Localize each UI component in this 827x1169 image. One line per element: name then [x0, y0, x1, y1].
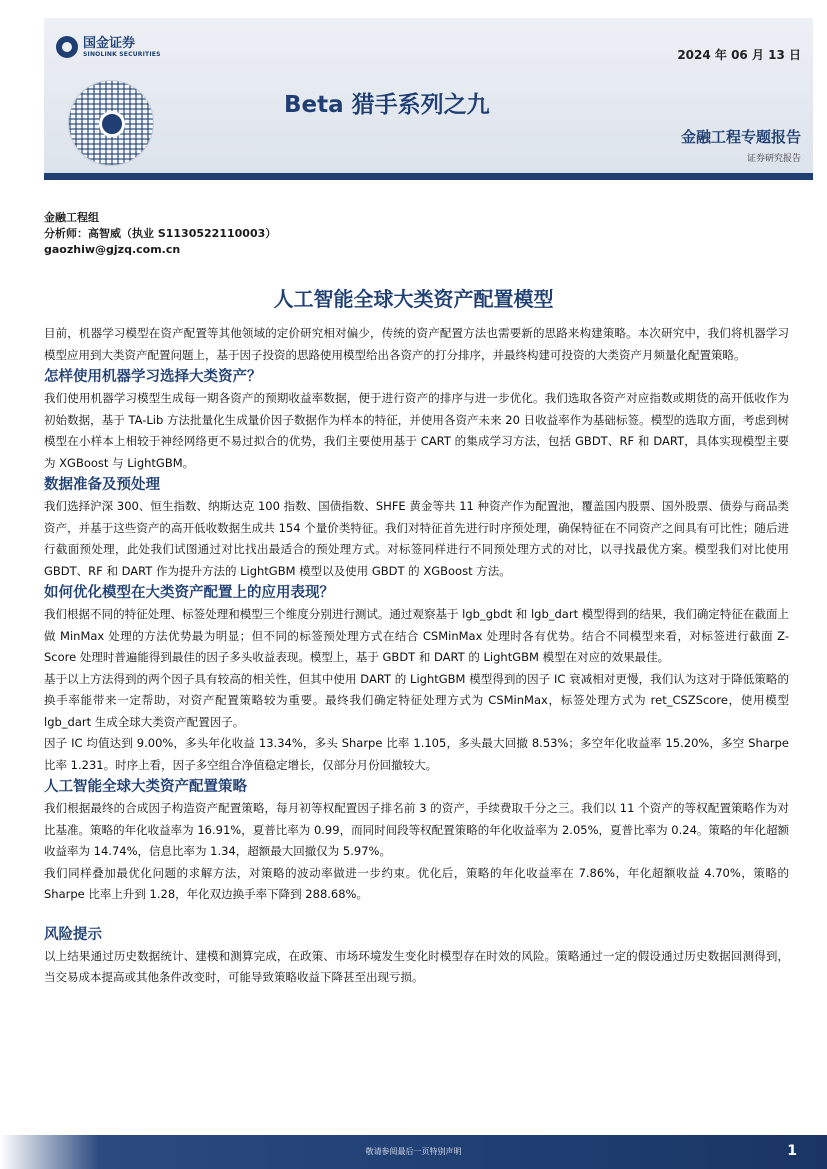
- disclaimer-note: 敬请参阅最后一页特别声明: [365, 1147, 462, 1156]
- section-paragraph: 我们同样叠加最优化问题的求解方法，对策略的波动率做进一步约束。优化后，策略的年化收益率在 7.86%，年化超额收益 4.70%，策略的 Sharpe 比率上升到 1.28，年化双边换手率下降到 288.68%。: [44, 865, 789, 901]
- risk-heading: 风险提示: [44, 926, 102, 943]
- team-name: 金融工程组: [44, 211, 99, 224]
- risk-paragraph: 以上结果通过历史数据统计、建模和测算完成，在政策、市场环境发生变化时模型存在时效的风险。策略通过一定的假设通过历史数据回测得到，当交易成本提高或其他条件改变时，可能导致策略收益下降甚至出现亏损。: [44, 948, 789, 984]
- analyst-name: 分析师：高智威（执业 S1130522110003）: [44, 227, 277, 240]
- qr-code-icon: [68, 80, 154, 166]
- analyst-email[interactable]: gaozhiw@gjzq.com.cn: [44, 243, 181, 256]
- company-logo: [56, 36, 161, 58]
- report-category: 证券研究报告: [746, 154, 801, 164]
- section-paragraph: 我们使用机器学习模型生成每一期各资产的预期收益率数据，便于进行资产的排序与进一步优化。我们选取各资产对应指数或期货的高开低收作为初始数据，基于 TA-Lib 方法批量化生成量价因子数据作为样本的特征，并使用各资产未来 20 日收益率作为基础标签。模型的选取方面，考虑到树模型在小样本上相较于神经网络更不易过拟合的优势，我们主要使用基于 CART 的集成学习方法，包括 GBDT、RF 和 DART，具体实现模型主要为 XGBoost 与 LightGBM。: [44, 391, 789, 470]
- section-paragraph: 基于以上方法得到的两个因子具有较高的相关性，但其中使用 DART 的 LightGBM 模型得到的因子 IC 衰减相对更慢，我们认为这对于降低策略的换手率能带来一定帮助，对资产配置策略较为重要。最终我们确定特征处理方式为 CSMinMax，标签处理方式为 ret_CSZScore，使用模型 lgb_dart 生成全球大类资产配置因子。: [44, 671, 789, 729]
- page-title: 人工智能全球大类资产配置模型: [273, 287, 554, 311]
- report-type: 金融工程专题报告: [680, 128, 801, 146]
- section-heading: 数据准备及预处理: [44, 477, 160, 493]
- section-paragraph: 因子 IC 均值达到 9.00%，多头年化收益 13.34%，多头 Sharpe 比率 1.105，多头最大回撤 8.53%；多空年化收益率 15.20%，多空 Sharpe 比率 1.231。时序上看，因子多空组合净值稳定增长，仅部分月份回撤较大。: [44, 736, 789, 772]
- page-number: 1: [787, 1143, 797, 1159]
- section-paragraph: 我们根据最终的合成因子构造资产配置策略，每月初等权配置因子排名前 3 的资产，手续费取千分之三。我们以 11 个资产的等权配置策略作为对比基准。策略的年化收益率为 16.91%，夏普比率为 0.99，而同时间段等权配置策略的年化收益率为 2.05%，夏普比率为 0.24。策略的年化超额收益率为 14.74%，信息比率为 1.34，超额最大回撤仅为 5.97%。: [44, 801, 789, 858]
- author-info: [44, 210, 276, 258]
- report-header: [44, 18, 813, 180]
- section-paragraph: 我们选择沪深 300、恒生指数、纳斯达克 100 指数、国债指数、SHFE 黄金等共 11 种资产作为配置池，覆盖国内股票、国外股票、债券与商品类资产，并基于这些资产的高开低收数据生成共 154 个量价类特征。我们对特征首先进行时序预处理，确保特征在不同资产之间具有可比性；随后进行截面预处理，此处我们试图通过对比找出最适合的预处理方式。对标签同样进行不同预处理方式的对比，以寻找最优方案。模型我们对比使用 GBDT、RF 和 DART 作为提升方法的 LightGBM 模型以及使用 GBDT 的 XGBoost 方法。: [44, 499, 789, 578]
- section-heading: 怎样使用机器学习选择大类资产？: [44, 369, 262, 385]
- report-body: [44, 323, 789, 989]
- series-title: Beta 猎手系列之九: [284, 92, 490, 118]
- logo-name-en: SINOLINK SECURITIES: [83, 50, 161, 58]
- section-heading: 人工智能全球大类资产配置策略: [44, 779, 247, 795]
- logo-icon: [56, 36, 78, 58]
- section-paragraph: 我们根据不同的特征处理、标签处理和模型三个维度分别进行测试。通过观察基于 lgb_gbdt 和 lgb_dart 模型得到的结果，我们确定特征在截面上做 MinMax 处理的方法优势最为明显；但不同的标签预处理方式在结合 CSMinMax 处理时各有优势。结合不同模型来看，对标签进行截面 Z-Score 处理时普遍能得到最佳的因子多头收益表现。模型上，基于 GBDT 和 DART 的 LightGBM 模型在对应的效果最佳。: [44, 607, 789, 664]
- section-heading: 如何优化模型在大类资产配置上的应用表现？: [44, 585, 334, 601]
- intro-paragraph: 目前，机器学习模型在资产配置等其他领域的定价研究相对偏少，传统的资产配置方法也需要新的思路来构建策略。本次研究中，我们将机器学习模型应用到大类资产配置问题上，基于因子投资的思路使用模型给出各资产的打分排序，并最终构建可投资的大类资产月频量化配置策略。: [44, 326, 789, 362]
- logo-name-cn: 国金证券: [83, 35, 136, 51]
- qr-center-logo: [99, 111, 125, 137]
- report-date: 2024 年 06 月 13 日: [677, 48, 801, 62]
